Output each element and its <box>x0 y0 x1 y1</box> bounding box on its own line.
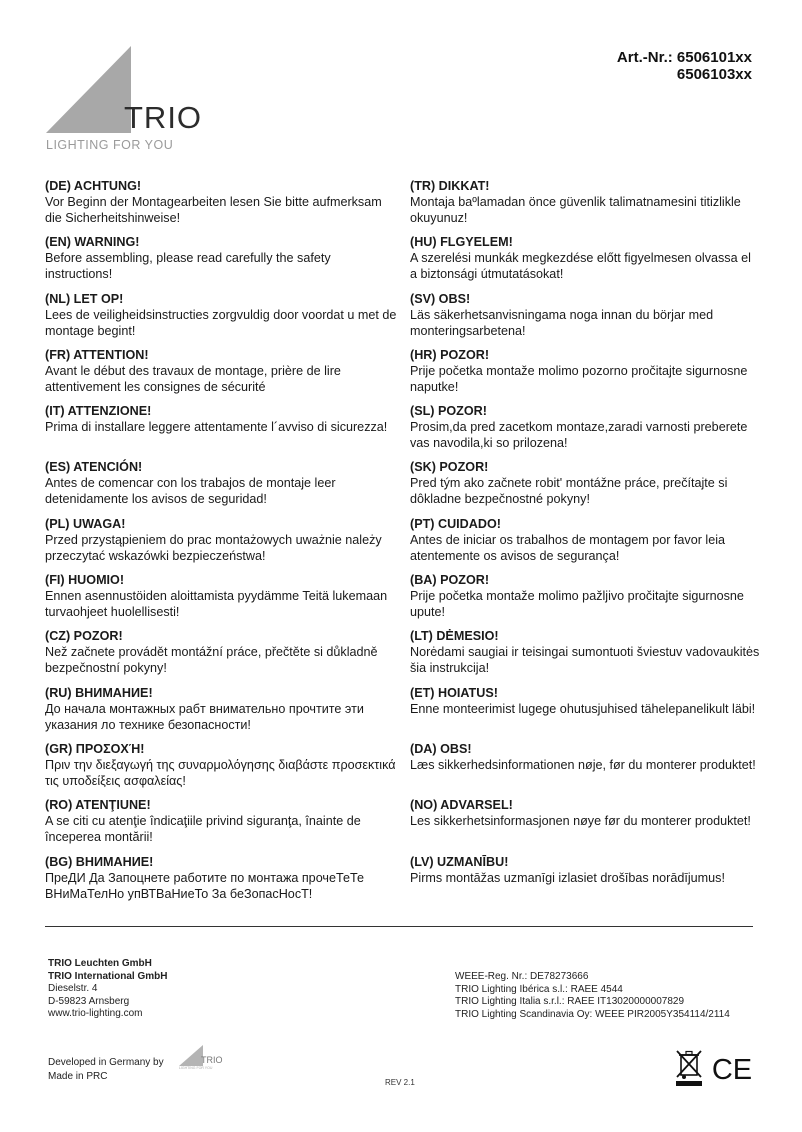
warning-text: До начала монтажных рабт внимательно прочтите эти указания ло технике безопасности! <box>45 701 364 732</box>
logo-brand: TRIO <box>124 100 203 135</box>
warning-entry-fr <box>45 347 401 403</box>
mini-trio-logo <box>177 1044 225 1074</box>
warning-entry-sk <box>410 459 760 515</box>
warning-entry-cz <box>45 628 401 684</box>
warning-entry-sv <box>410 291 760 347</box>
company-city: D-59823 Arnsberg <box>48 995 130 1007</box>
article-number-line-1: Art.-Nr.: 6506101xx <box>616 49 752 66</box>
warning-heading: (HR) POZOR! <box>410 347 490 362</box>
warning-text: Antes de comencar con los trabajos de montaje leer detenidamente los avisos de seguridad! <box>45 476 336 507</box>
warning-heading: (LV) UZMANĪBU! <box>410 854 509 869</box>
warning-heading: (CZ) POZOR! <box>45 629 123 644</box>
warning-text: Avant le début des travaux de montage, prière de lire attentivement les consignes de sécurité <box>45 363 341 394</box>
warning-heading: (IT) ATTENZIONE! <box>45 404 152 419</box>
weee-crossed-bin-icon <box>674 1049 704 1087</box>
article-number-line-2: 6506103xx <box>676 66 752 83</box>
warnings-right-column <box>410 178 760 910</box>
made-in-label: Made in PRC <box>48 1071 108 1082</box>
warning-text: Läs säkerhetsanvisningama noga innan du börjar med monteringsarbetena! <box>410 307 714 338</box>
warning-entry-pt <box>410 516 760 572</box>
warning-entry-ro <box>45 797 401 853</box>
warnings-left-column <box>45 178 401 910</box>
footer-divider <box>45 926 753 927</box>
warning-heading: (PL) UWAGA! <box>45 516 126 531</box>
ce-mark-icon <box>712 1053 752 1083</box>
warning-text: Ennen asennustöiden aloittamista pyydämme Teitä lukemaan turvaohjeet huolellisesti! <box>45 589 388 620</box>
mini-logo-tagline: LIGHTING FOR YOU <box>179 1066 213 1070</box>
company-website: www.trio-lighting.com <box>48 1008 143 1019</box>
warning-text: Vor Beginn der Montagearbeiten lesen Sie bitte aufmerksam die Sicherheitshinweise! <box>45 195 382 225</box>
warning-entry-sl <box>410 403 760 459</box>
warning-text: Przed przystąpieniem do prac montażowych uważnie należy przeczytać wskazówki bezpieczeństwa! <box>45 532 382 563</box>
ce-mark-text: CE <box>712 1054 752 1083</box>
warning-entry-en <box>45 234 401 290</box>
warning-heading: (NL) LET OP! <box>45 291 124 306</box>
warning-entry-pl <box>45 516 401 572</box>
warning-text: Než začnete provádět montážní práce, přečtěte si důkladně bezpečnostní pokyny! <box>45 645 378 676</box>
warning-heading: (ET) HOIATUS! <box>410 685 498 700</box>
warning-text: Pirms montāžas uzmanīgi izlasiet drošības norādījumus! <box>410 870 725 885</box>
origin-info <box>48 1056 164 1084</box>
warning-text: Antes de iniciar os trabalhos de montagem por favor leia atentemente os avisos de segurança! <box>410 532 726 563</box>
warning-heading: (SL) POZOR! <box>410 404 487 419</box>
warning-entry-lt <box>410 628 760 684</box>
warning-heading: (NO) ADVARSEL! <box>410 798 513 813</box>
weee-line: WEEE-Reg. Nr.: DE78273666 <box>455 971 589 982</box>
warning-entry-hu <box>410 234 760 290</box>
warning-text: A szerelési munkák megkezdése előtt figyelmesen olvassa el a biztonsági útmutatásokat! <box>410 251 751 282</box>
warning-entry-hr <box>410 347 760 403</box>
warning-text: Prosim,da pred zacetkom montaze,zaradi varnosti preberete vas navodila,ki so prilozena! <box>410 420 748 451</box>
warning-text: Les sikkerhetsinformasjonen nøye før du monterer produktet! <box>410 814 751 829</box>
warning-text: Norėdami saugiai ir teisingai sumontuoti šviestuv vadovaukitės šia instrukcija! <box>410 645 760 676</box>
weee-line: TRIO Lighting Ibérica s.l.: RAEE 4544 <box>455 983 623 995</box>
warning-text: ПреДИ Да Запоцнете работите по монтажа прочеТеТе ВНиМаТелНо упВТВаНиеТо За беЗопасНосТ! <box>45 870 364 901</box>
warning-entry-de <box>45 178 401 234</box>
warning-entry-no <box>410 797 760 853</box>
warning-text: Pred tým ako začnete robit' montážne práce, prečítajte si dôkladne bezpečnostné pokyny! <box>410 476 728 507</box>
warning-entry-fi <box>45 572 401 628</box>
warning-text: Læs sikkerhedsinformationen nøje, før du monterer produktet! <box>410 757 756 772</box>
warning-entry-nl <box>45 291 401 347</box>
warning-entry-lv <box>410 854 760 910</box>
warning-heading: (GR) ΠΡΟΣΟΧΉ! <box>45 741 145 756</box>
warning-heading: (BG) ВНИМАНИЕ! <box>45 854 154 869</box>
warning-text: Lees de veiligheidsinstructies zorgvuldig door voordat u met de montage begint! <box>45 307 397 338</box>
developed-in-label: Developed in Germany by <box>48 1057 164 1068</box>
warning-entry-gr <box>45 741 401 797</box>
warning-entry-et <box>410 685 760 741</box>
warning-text: Montaja baºlamadan önce güvenlik talimatnamesini titizlikle okuyunuz! <box>410 195 741 225</box>
company-name-2: TRIO International GmbH <box>48 970 168 982</box>
warning-text: A se citi cu atenţie îndicaţiile privind siguranţa, înainte de începerea montării! <box>45 814 361 845</box>
warning-heading: (LT) DĖMESIO! <box>410 629 499 644</box>
warning-heading: (TR) DIKKAT! <box>410 179 490 193</box>
warning-heading: (RO) ATENŢIUNE! <box>45 798 151 813</box>
warning-text: Enne monteerimist lugege ohutusjuhised tähelepanelikult läbi! <box>410 701 756 716</box>
warning-heading: (SV) OBS! <box>410 291 471 306</box>
revision-label: REV 2.1 <box>385 1078 415 1087</box>
warning-heading: (PT) CUIDADO! <box>410 516 501 531</box>
company-address <box>48 958 167 1021</box>
article-number <box>617 49 752 83</box>
warning-heading: (SK) POZOR! <box>410 460 489 475</box>
warning-heading: (ES) ATENCIÓN! <box>45 460 143 475</box>
warning-text: Prima di installare leggere attentamente l´avviso di sicurezza! <box>45 420 388 435</box>
weee-registrations <box>455 971 730 1021</box>
warning-heading: (RU) ВНИМАНИЕ! <box>45 685 153 700</box>
warning-text: Before assembling, please read carefully the safety instructions! <box>45 251 331 282</box>
warning-heading: (FI) HUOMIO! <box>45 573 125 588</box>
warning-heading: (BA) POZOR! <box>410 573 490 588</box>
logo-tagline: LIGHTING FOR YOU <box>46 138 174 152</box>
warning-heading: (DE) ACHTUNG! <box>45 179 142 193</box>
warning-heading: (EN) WARNING! <box>45 235 140 250</box>
warning-entry-tr <box>410 178 760 234</box>
warning-text: Prije početka montaže molimo pozorno pročitajte sigurnosne naputke! <box>410 363 748 394</box>
company-street: Dieselstr. 4 <box>48 983 98 994</box>
warning-text: Prije početka montaže molimo pažljivo pročitajte sigurnosne upute! <box>410 589 744 620</box>
warning-heading: (HU) FLGYELEM! <box>410 235 513 250</box>
company-name-1: TRIO Leuchten GmbH <box>48 958 152 969</box>
mini-logo-brand: TRIO <box>201 1055 223 1065</box>
warning-heading: (FR) ATTENTION! <box>45 347 149 362</box>
warning-text: Πριν την διεξαγωγή της συναρμολόγησης διαβάστε προσεκτικά τις υποδείξεις ασφαλείας! <box>45 757 396 788</box>
weee-line: TRIO Lighting Italia s.r.l.: RAEE IT13020000007829 <box>455 996 685 1007</box>
warning-entry-da <box>410 741 760 797</box>
warning-entry-ru <box>45 685 401 741</box>
warning-entry-ba <box>410 572 760 628</box>
weee-line: TRIO Lighting Scandinavia Oy: WEEE PIR2005Y354114/2114 <box>455 1008 730 1020</box>
warning-entry-it <box>45 403 401 459</box>
warning-entry-bg <box>45 854 401 910</box>
warning-entry-es <box>45 459 401 515</box>
trio-logo <box>44 44 204 156</box>
warning-heading: (DA) OBS! <box>410 741 472 756</box>
